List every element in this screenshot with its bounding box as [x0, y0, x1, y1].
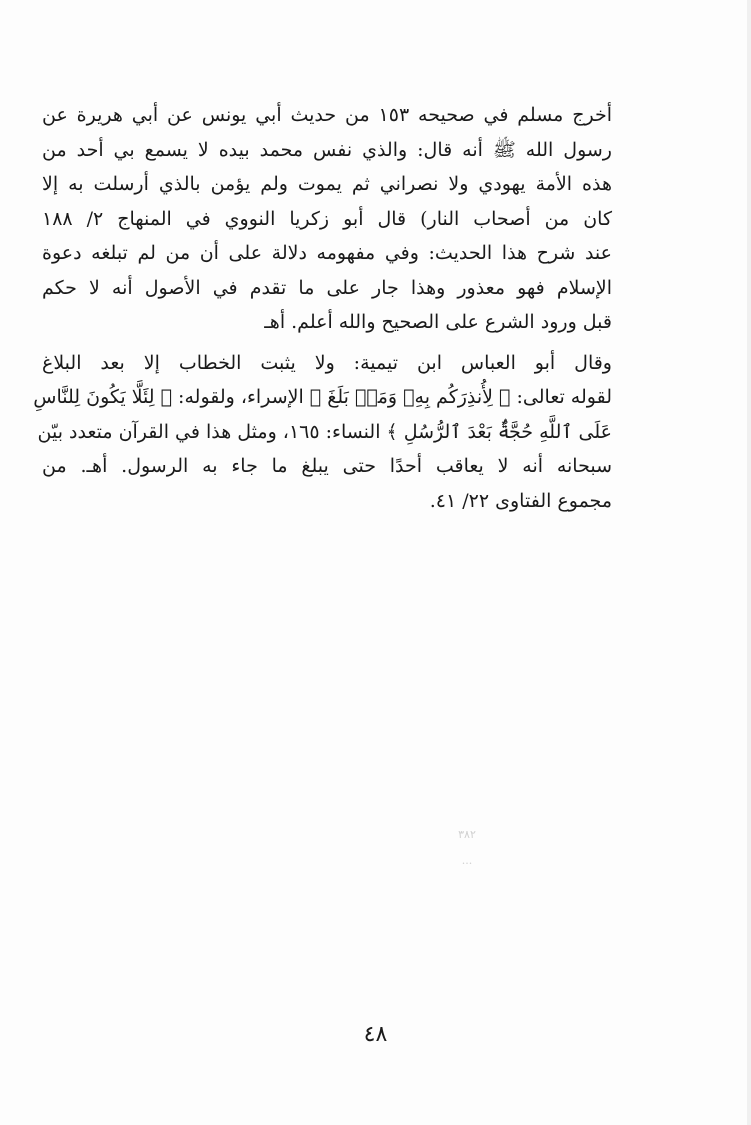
faint-stamp-mark [432, 822, 502, 874]
text-line: وقال أبو العباس ابن تيمية: ولا يثبت الخطاب إلا بعد البلاغ [42, 351, 612, 374]
body-text [33, 98, 612, 518]
text-line: سبحانه أنه لا يعاقب أحدًا حتى يبلغ ما جاء به الرسول. أهـ. من [42, 455, 612, 477]
text-line: الإسلام فهو معذور وهذا جار على ما تقدم في الأصول أنه لا حكم [42, 276, 612, 299]
text-line: هذه الأمة يهودي ولا نصراني ثم يموت ولم يؤمن بالذي أرسلت به إلا [42, 173, 612, 195]
page-edge [747, 0, 751, 1125]
text-line: رسول الله ﷺ أنه قال: والذي نفس محمد بيده لا يسمع بي أحد من [42, 138, 612, 161]
faint-mark-line: ... [461, 854, 473, 867]
faint-mark-line: ٣٨٢ [458, 828, 476, 841]
page-number: ٤٨ [363, 1022, 388, 1047]
text-line: قبل ورود الشرع على الصحيح والله أعلم. أهـ [264, 311, 612, 333]
text-line: لقوله تعالى: ﴿ لِأُنذِرَكُم بِهِۦ وَمَنۢ بَلَغَ ﴾ الإسراء، ولقوله: ﴿ لِئَلَّا يَكُونَ لِلنَّاسِ [33, 386, 612, 408]
text-line: أخرج مسلم في صحيحه ١٥٣ من حديث أبي يونس عن أبي هريرة عن [42, 104, 612, 126]
paragraph-2 [33, 346, 612, 519]
text-line: عند شرح هذا الحديث: وفي مفهومه دلالة على أن من لم تبلغه دعوة [42, 242, 612, 264]
text-line: عَلَى ٱللَّهِ حُجَّةٌۢ بَعْدَ ٱلرُّسُلِ ﴾ النساء: ١٦٥، ومثل هذا في القرآن متعدد بيّن [37, 420, 612, 443]
paragraph-1 [42, 98, 612, 340]
text-line: كان من أصحاب النار) قال أبو زكريا النووي في المنهاج ٢/ ١٨٨ [42, 207, 612, 230]
text-line: مجموع الفتاوى ٢٢/ ٤١. [429, 489, 612, 512]
